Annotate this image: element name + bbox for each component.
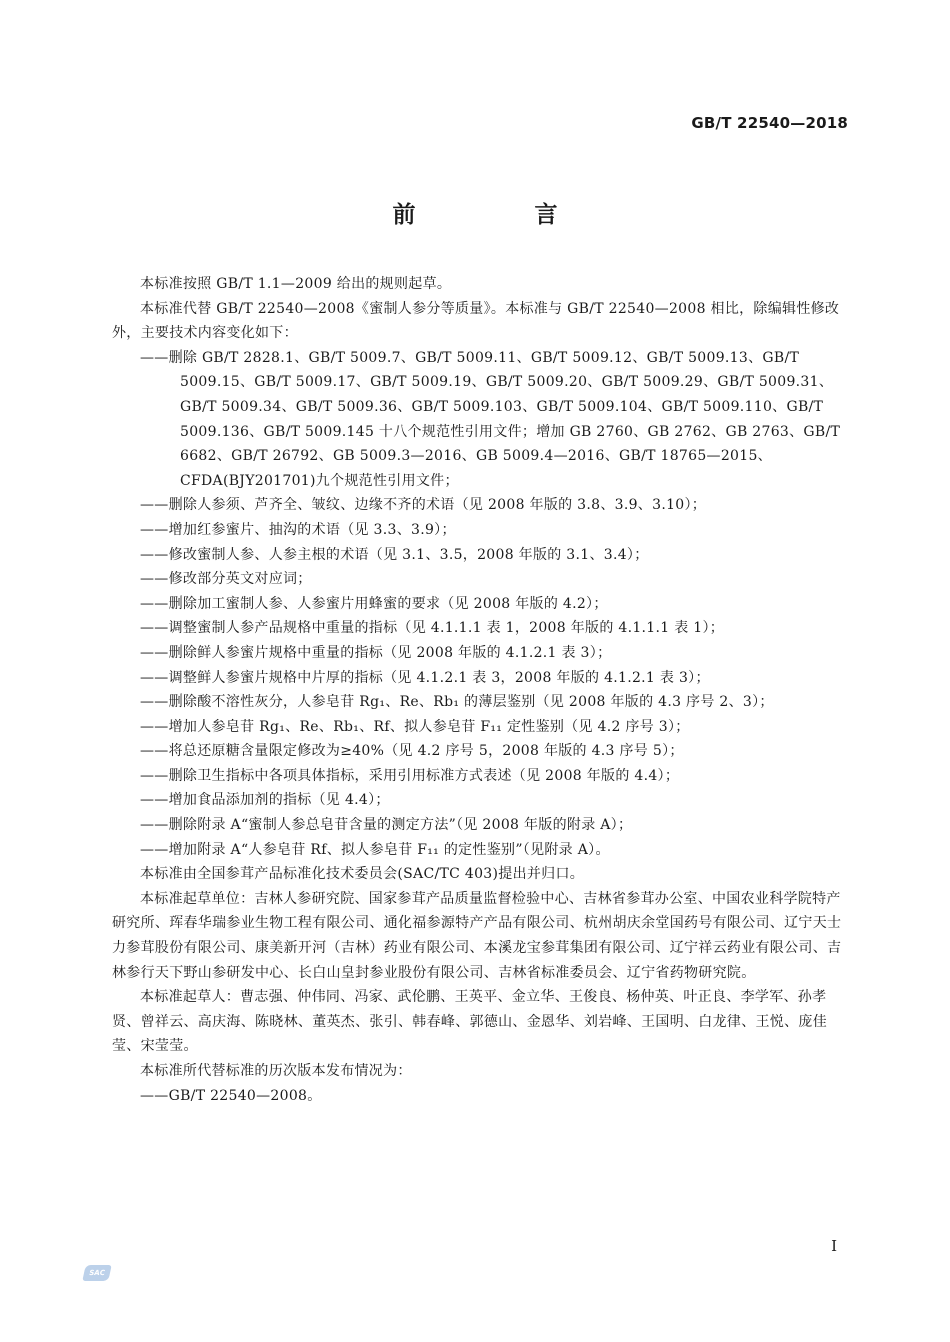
change-item: ——增加人参皂苷 Rg₁、Re、Rb₁、Rf、拟人参皂苷 F₁₁ 定性鉴别（见 4.2 序号 3）； (140, 718, 690, 735)
change-item: ——调整蜜制人参产品规格中重量的指标（见 4.1.1.1 表 1，2008 年版的 4.1.1.1 表 1）； (140, 620, 725, 637)
paragraph-proposer: 本标准由全国参茸产品标准化技术委员会(SAC/TC 403)提出并归口。 (140, 866, 585, 883)
foreword-body (112, 272, 850, 1108)
change-list (112, 493, 850, 862)
change-item: ——增加附录 A“人参皂苷 Rf、拟人参皂苷 F₁₁ 的定性鉴别”（见附录 A）。 (140, 841, 610, 858)
paragraph-drafters: 本标准起草人：曹志强、仲伟同、冯家、武伦鹏、王英平、金立华、王俊良、杨仲英、叶正良、李学军、孙孝贤、曾祥云、高庆海、陈晓林、董英杰、张引、韩春峰、郭德山、金恩华、刘岩峰、王国明、白龙律、王悦、庞佳莹、宋莹莹。 (112, 989, 827, 1055)
change-item: ——修改蜜制人参、人参主根的术语（见 3.1、3.5，2008 年版的 3.1、3.4）； (140, 546, 649, 563)
standard-number: GB/T 22540—2018 (691, 114, 848, 132)
paragraph-history-intro: 本标准所代替标准的历次版本发布情况为： (140, 1063, 412, 1079)
page-number: I (831, 1237, 837, 1255)
change-item: ——修改部分英文对应词； (140, 571, 312, 588)
change-item-references: ——删除 GB/T 2828.1、GB/T 5009.7、GB/T 5009.11、GB/T 5009.12、GB/T 5009.13、GB/T 5009.15、GB/T 5009.17、GB/T 5009.19、GB/T 5009.20、GB/T 5009.29、GB/T 5009.31、GB/T 5009.34、GB/T 5009.36、GB/T 5009.103、GB/T 5009.104、GB/T 5009.110、GB/T 5009.136、GB/T 5009.145 十八个规范性引用文件；增加 GB 2760、GB 2762、GB 2763、GB/T 6682、GB/T 26792、GB 5009.3—2016、GB 5009.4—2016、GB/T 18765—2015、CFDA(BJY201701)九个规范性引用文件； (140, 349, 841, 489)
change-item: ——调整鲜人参蜜片规格中片厚的指标（见 4.1.2.1 表 3，2008 年版的 4.1.2.1 表 3）； (140, 669, 710, 686)
change-item: ——删除酸不溶性灰分，人参皂苷 Rg₁、Re、Rb₁ 的薄层鉴别（见 2008 年版的 4.3 序号 2、3）； (140, 694, 774, 711)
history-item: ——GB/T 22540—2008。 (140, 1087, 322, 1104)
change-item: ——增加食品添加剂的指标（见 4.4）； (140, 792, 390, 809)
change-item: ——删除加工蜜制人参、人参蜜片用蜂蜜的要求（见 2008 年版的 4.2）； (140, 595, 608, 612)
paragraph-drafting-units: 本标准起草单位：吉林人参研究院、国家参茸产品质量监督检验中心、吉林省参茸办公室、中国农业科学院特产研究所、珲春华瑞参业生物工程有限公司、通化福参源特产产品有限公司、杭州胡庆余堂国药号有限公司、辽宁天士力参茸股份有限公司、康美新开河（吉林）药业有限公司、本溪龙宝参茸集团有限公司、辽宁祥云药业有限公司、吉林参行天下野山参研发中心、长白山皇封参业股份有限公司、吉林省标准委员会、辽宁省药物研究院。 (112, 890, 842, 981)
change-item: ——删除鲜人参蜜片规格中重量的指标（见 2008 年版的 4.1.2.1 表 3）； (140, 644, 612, 661)
change-item: ——增加红参蜜片、抽沟的术语（见 3.3、3.9）； (140, 521, 456, 538)
paragraph-replacement: 本标准代替 GB/T 22540—2008《蜜制人参分等质量》。本标准与 GB/T 22540—2008 相比，除编辑性修改外，主要技术内容变化如下： (112, 300, 840, 342)
change-item: ——将总还原糖含量限定修改为≥40%（见 4.2 序号 5，2008 年版的 4.3 序号 5）； (140, 743, 684, 760)
paragraph-drafting-rules: 本标准按照 GB/T 1.1—2009 给出的规则起草。 (140, 276, 452, 292)
page-title: 前 言 (392, 202, 606, 228)
change-item: ——删除附录 A“蜜制人参总皂苷含量的测定方法”（见 2008 年版的附录 A）； (140, 817, 633, 834)
sac-logo: SAC (82, 1265, 111, 1281)
change-item: ——删除人参须、芦齐全、皱纹、边缘不齐的术语（见 2008 年版的 3.8、3.9、3.10）； (140, 497, 707, 514)
change-item: ——删除卫生指标中各项具体指标，采用引用标准方式表述（见 2008 年版的 4.4）； (140, 767, 680, 784)
